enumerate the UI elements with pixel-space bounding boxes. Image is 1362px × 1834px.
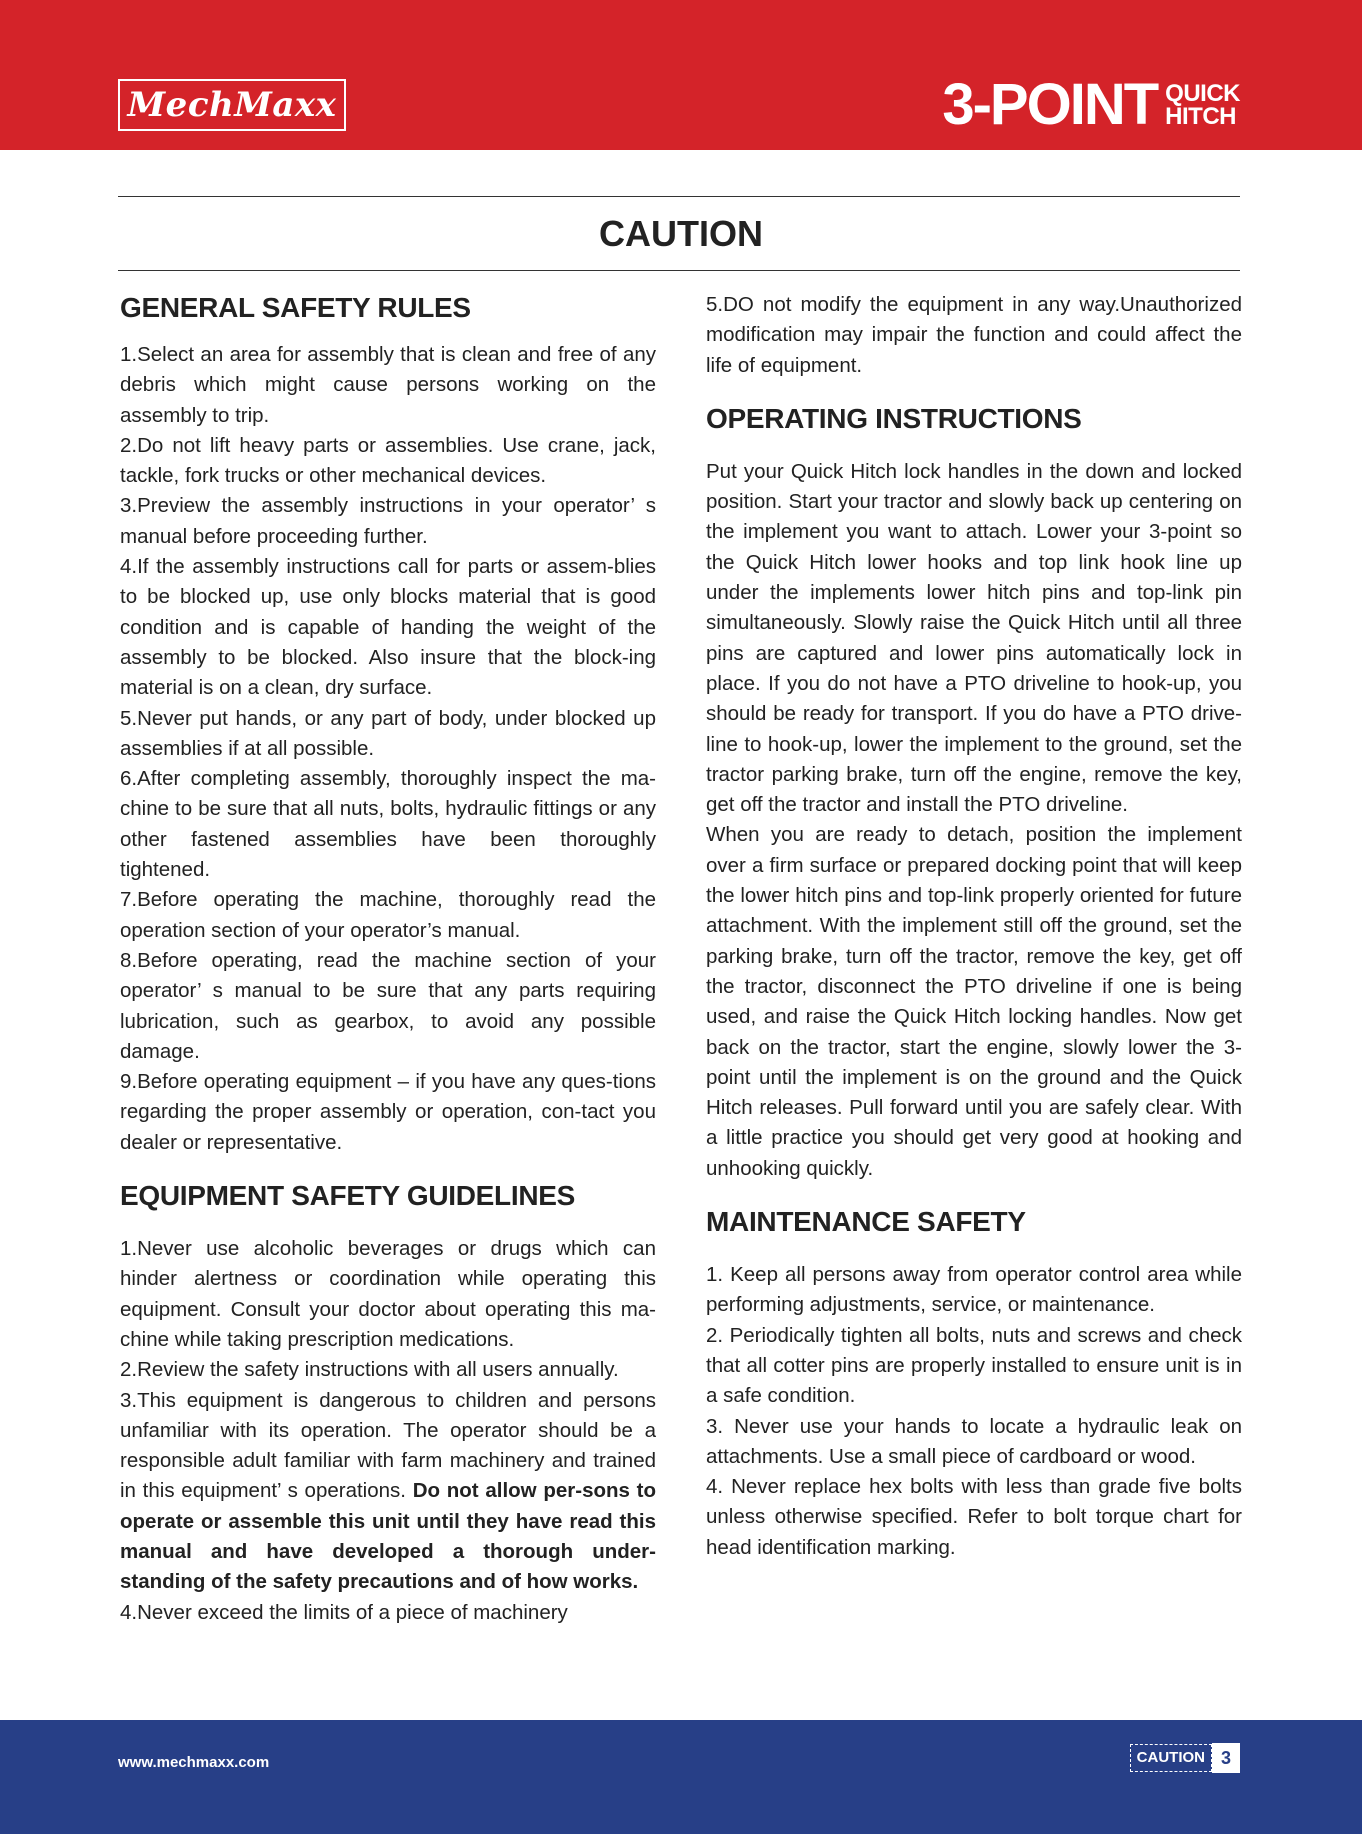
section-tag-label: CAUTION (1130, 1744, 1212, 1772)
maintenance-item-2: 2. Periodically tighten all bolts, nuts and screws and check that all cotter pins are properly installed to ensure unit is in a safe condition. (706, 1323, 1242, 1408)
section-title-equipment-safety: EQUIPMENT SAFETY GUIDELINES (120, 1180, 575, 1212)
general-rule-5: 5.Never put hands, or any part of body, under blocked up assemblies if at all possible. (120, 706, 656, 760)
product-title (942, 70, 1240, 140)
section-page-tag (1130, 1743, 1240, 1773)
brand-logo: MechMaxx (118, 79, 346, 131)
general-rule-4: 4.If the assembly instructions call for parts or assem-blies to be blocked up, use only blocks material that is good condition and is capable of handing the weight of the assembly to be blocked. Also insure that the block-ing material is on a clean, dry surface. (120, 555, 656, 700)
product-title-sub (1165, 82, 1240, 128)
page-title: CAUTION (599, 213, 763, 254)
product-title-sub-line2: HITCH (1165, 103, 1236, 130)
general-rule-7: 7.Before operating the machine, thoroughly read the operation section of your operator’s manual. (120, 888, 656, 942)
maintenance-item-3: 3. Never use your hands to locate a hydraulic leak on attachments. Use a small piece of cardboard or wood. (706, 1414, 1242, 1468)
general-rule-2: 2.Do not lift heavy parts or assemblies. Use crane, jack, tackle, fork trucks or other mechanical devices. (120, 433, 656, 488)
right-column (706, 290, 1242, 1563)
section-title-maintenance-safety: MAINTENANCE SAFETY (706, 1206, 1026, 1238)
general-rule-8: 8.Before operating, read the machine section of your operator’ s manual to be sure that any parts requiring lubrication, such as gearbox, to avoid any possible damage. (120, 948, 656, 1063)
equipment-guideline-1: 1.Never use alcoholic beverages or drugs which can hinder alertness or coordination while operating this equipment. Consult your doctor about operating this ma-chine while taking prescription medications. (120, 1237, 656, 1351)
heading-rule-top (118, 196, 1240, 197)
general-rule-3: 3.Preview the assembly instructions in your operator’ s manual before proceeding further. (120, 494, 656, 548)
general-rule-6: 6.After completing assembly, thoroughly inspect the ma-chine to be sure that all nuts, bolts, hydraulic fittings or any other fastened assemblies have been thoroughly tightened. (120, 767, 656, 882)
heading-rule-bottom (118, 270, 1240, 271)
section-title-general-safety: GENERAL SAFETY RULES (120, 292, 471, 323)
equipment-guideline-2: 2.Review the safety instructions with all users annually. (120, 1358, 619, 1382)
product-title-main: 3-POINT (942, 72, 1158, 137)
page-footer (0, 1720, 1362, 1834)
equipment-guideline-4: 4.Never exceed the limits of a piece of machinery (120, 1600, 568, 1624)
operating-paragraph-attach: Put your Quick Hitch lock handles in the down and locked position. Start your tractor and slowly back up centering on the implement you want to attach. Lower your 3-point so the Quick Hitch lower hooks and top link hook line up under the implements lower hitch pins and top-link pin simultaneously. Slowly raise the Quick Hitch until all three pins are captured and lower pins automatically lock in place. If you do not have a PTO driveline to hook-up, you should be ready for transport. If you do have a PTO drive-line to hook-up, lower the implement to the ground, set the tractor parking brake, turn off the engine, remove the key, get off the tractor and install the PTO driveline. (706, 459, 1242, 817)
equipment-guideline-3-text: 3.This equipment is dangerous to children and persons unfamiliar with its operation. The operator should be a responsible adult familiar with farm machinery and trained in this equipment’ s operations. (120, 1388, 656, 1503)
maintenance-item-4: 4. Never replace hex bolts with less than grade five bolts unless otherwise specified. Refer to bolt torque chart for head identification marking. (706, 1475, 1242, 1559)
page-header (0, 0, 1362, 150)
equipment-guideline-3-warning: Do not allow per-sons to operate or assemble this unit until they have read this manual and have developed a thorough under-standing of the safety precautions and of how works. (120, 1479, 656, 1594)
general-rule-continued: 5.DO not modify the equipment in any way.Unauthorized modification may impair the function and could affect the life of equipment. (706, 293, 1242, 377)
maintenance-item-1: 1. Keep all persons away from operator control area while performing adjustments, service, or maintenance. (706, 1263, 1242, 1317)
product-title-sub-line1: QUICK (1165, 80, 1240, 107)
left-column (120, 290, 656, 1628)
page-number: 3 (1212, 1743, 1240, 1773)
section-title-operating-instructions: OPERATING INSTRUCTIONS (706, 402, 1082, 434)
equipment-guideline-3 (120, 1386, 656, 1598)
operating-paragraph-detach: When you are ready to detach, position the implement over a firm surface or prepared docking point that will keep the lower hitch pins and top-link properly oriented for future attachment. With the implement still off the ground, set the parking brake, turn off the tractor, remove the key, get off the tractor, disconnect the PTO driveline if one is being used, and raise the Quick Hitch locking handles. Now get back on the tractor, start the engine, slowly lower the 3-point until the implement is on the ground and the Quick Hitch releases. Pull forward until you are safely clear. With a little practice you should get very good at hooking and unhooking quickly. (706, 823, 1242, 1180)
general-rule-9: 9.Before operating equipment – if you have any ques-tions regarding the proper assembly or operation, con-tact you dealer or representative. (120, 1070, 656, 1154)
website-link[interactable]: www.mechmaxx.com (118, 1754, 270, 1771)
general-rule-1: 1.Select an area for assembly that is clean and free of any debris which might cause persons working on the assembly to trip. (120, 343, 656, 427)
